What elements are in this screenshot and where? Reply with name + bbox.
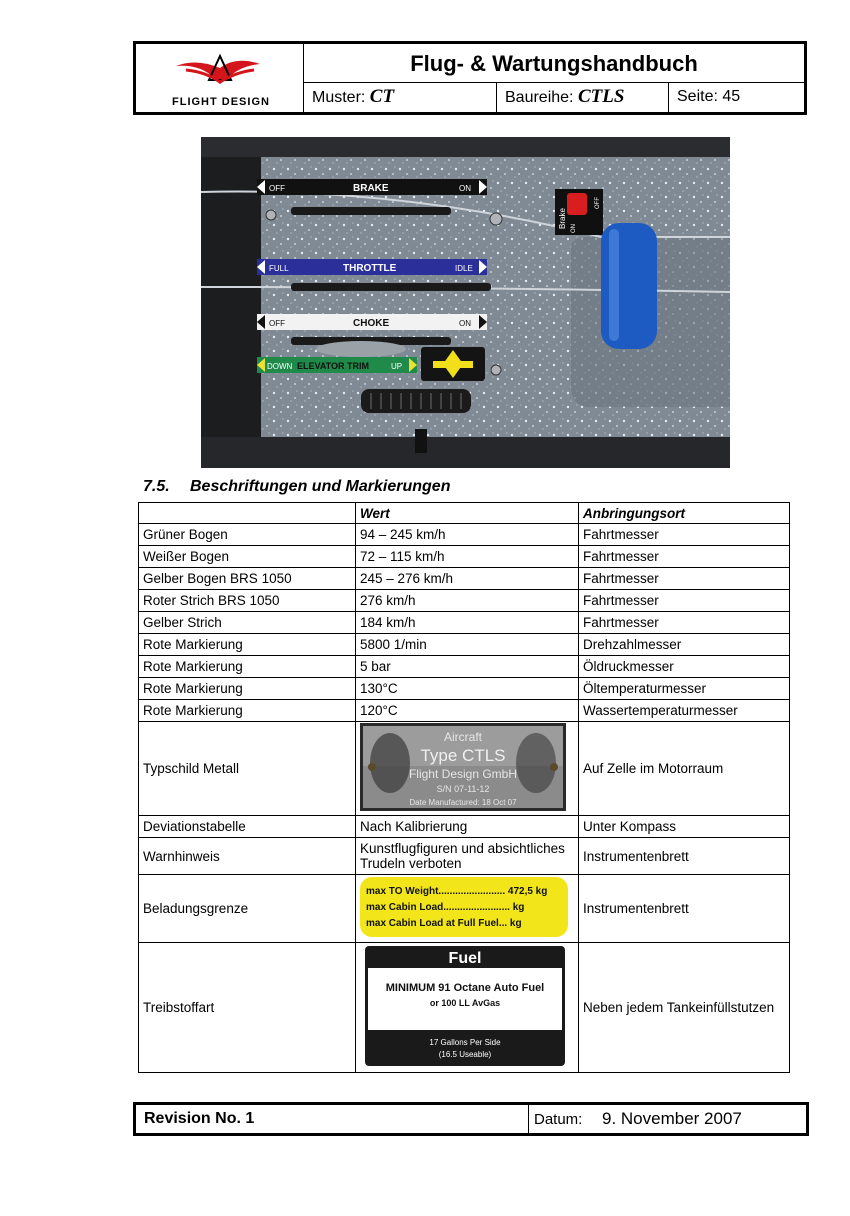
load-line-1: max TO Weight........................ 472,5 kg — [366, 886, 548, 897]
row-value: Kunstflugfiguren und absichtliches Trudeln verboten — [356, 838, 579, 875]
row-value: 120°C — [356, 700, 579, 722]
muster-label: Muster: — [312, 89, 370, 106]
row-label: Rote Markierung — [139, 700, 356, 722]
table-row — [139, 568, 790, 590]
datum-label: Datum: — [534, 1111, 583, 1128]
plate-line-3: Flight Design GmbH — [408, 767, 518, 781]
brake-off-text: OFF — [269, 184, 285, 193]
header-cell-empty — [139, 503, 356, 524]
seite-value: 45 — [722, 88, 741, 105]
row-place: Drehzahlmesser — [579, 634, 790, 656]
page-footer — [133, 1102, 809, 1136]
row-value: 245 – 276 km/h — [356, 568, 579, 590]
row-label: Beladungsgrenze — [139, 875, 356, 943]
fuel-line-3: 17 Gallons Per Side — [429, 1038, 501, 1047]
trim-wheel — [361, 389, 471, 413]
brake-label-strip — [257, 179, 487, 195]
load-label-image — [360, 876, 568, 938]
brake-text: BRAKE — [353, 183, 389, 194]
flight-design-logo — [136, 44, 304, 112]
markings-table — [138, 502, 790, 1073]
seite-label: Seite: — [677, 88, 723, 105]
row-label: Treibstoffart — [139, 943, 356, 1073]
row-label: Gelber Bogen BRS 1050 — [139, 568, 356, 590]
plate-line-4: S/N 07-11-12 — [436, 784, 490, 794]
trim-down-text: DOWN — [267, 362, 293, 371]
row-place: Fahrtmesser — [579, 546, 790, 568]
row-place: Fahrtmesser — [579, 612, 790, 634]
table-row — [139, 656, 790, 678]
table-row-load — [139, 875, 790, 943]
switch-brake-text: Brake — [558, 208, 567, 229]
throttle-label-strip — [257, 259, 487, 275]
section-heading — [143, 478, 450, 496]
row-label: Typschild Metall — [139, 722, 356, 816]
table-row-fuel — [139, 943, 790, 1073]
row-label: Grüner Bogen — [139, 524, 356, 546]
row-value: Nach Kalibrierung — [356, 816, 579, 838]
header-cell-anbringungsort: Anbringungsort — [579, 503, 790, 524]
trim-text: ELEVATOR TRIM — [297, 361, 369, 371]
table-row — [139, 700, 790, 722]
baureihe-cell — [497, 83, 669, 112]
section-number: 7.5. — [143, 478, 170, 495]
logo-text: FLIGHT DESIGN — [172, 96, 270, 108]
row-place: Fahrtmesser — [579, 590, 790, 612]
row-place: Wassertemperaturmesser — [579, 700, 790, 722]
row-place: Fahrtmesser — [579, 524, 790, 546]
plate-line-1: Aircraft — [443, 730, 483, 744]
fuel-placard-image — [360, 944, 566, 1068]
datum-value: 9. November 2007 — [602, 1109, 742, 1128]
typschild-image-cell — [356, 722, 579, 816]
baureihe-value: CTLS — [577, 86, 625, 107]
row-value: 5800 1/min — [356, 634, 579, 656]
brake-on-text: ON — [459, 184, 471, 193]
muster-cell — [304, 83, 497, 112]
load-image-cell — [356, 875, 579, 943]
page-header — [133, 41, 807, 115]
row-label: Rote Markierung — [139, 678, 356, 700]
trim-up-text: UP — [391, 362, 403, 371]
row-place: Instrumentenbrett — [579, 875, 790, 943]
row-label: Warnhinweis — [139, 838, 356, 875]
footer-divider — [528, 1105, 529, 1133]
fuel-image-cell — [356, 943, 579, 1073]
row-label: Weißer Bogen — [139, 546, 356, 568]
load-line-3: max Cabin Load at Full Fuel... kg — [366, 918, 522, 929]
row-place: Neben jedem Tankeinfüllstutzen — [579, 943, 790, 1073]
type-plate-image — [360, 723, 566, 811]
row-value: 72 – 115 km/h — [356, 546, 579, 568]
row-label: Gelber Strich — [139, 612, 356, 634]
header-cell-wert: Wert — [356, 503, 579, 524]
table-header-row — [139, 503, 790, 524]
table-row — [139, 678, 790, 700]
table-row — [139, 524, 790, 546]
table-row — [139, 612, 790, 634]
plate-line-2: Type CTLS — [420, 746, 506, 765]
elevator-trim-strip — [257, 357, 417, 373]
choke-on-text: ON — [459, 319, 471, 328]
choke-off-text: OFF — [269, 319, 285, 328]
row-label: Rote Markierung — [139, 656, 356, 678]
baureihe-label: Baureihe: — [505, 89, 578, 106]
row-value: 130°C — [356, 678, 579, 700]
seite-cell — [669, 83, 804, 112]
section-title: Beschriftungen und Markierungen — [190, 478, 451, 495]
row-label: Rote Markierung — [139, 634, 356, 656]
row-place: Fahrtmesser — [579, 568, 790, 590]
document-title: Flug- & Wartungshandbuch — [304, 44, 804, 83]
fuel-title: Fuel — [448, 950, 482, 967]
switch-off-text: OFF — [595, 197, 601, 209]
choke-text: CHOKE — [353, 318, 390, 329]
throttle-idle-text: IDLE — [455, 264, 473, 273]
row-label: Roter Strich BRS 1050 — [139, 590, 356, 612]
table-row — [139, 634, 790, 656]
table-row-warning — [139, 838, 790, 875]
row-place: Öldruckmesser — [579, 656, 790, 678]
throttle-text: THROTTLE — [343, 263, 397, 274]
fuel-line-4: (16.5 Useable) — [438, 1050, 492, 1059]
row-value: 5 bar — [356, 656, 579, 678]
table-row — [139, 590, 790, 612]
row-value: 94 – 245 km/h — [356, 524, 579, 546]
row-value: 276 km/h — [356, 590, 579, 612]
plate-line-5: Date Manufactured: 18 Oct 07 — [409, 798, 517, 807]
bird-logo-icon — [136, 44, 303, 96]
table-row — [139, 546, 790, 568]
row-place: Unter Kompass — [579, 816, 790, 838]
throttle-full-text: FULL — [269, 264, 289, 273]
row-place: Instrumentenbrett — [579, 838, 790, 875]
muster-value: CT — [369, 86, 395, 107]
control-panel-photo — [201, 137, 730, 468]
choke-label-strip — [257, 314, 487, 330]
load-line-2: max Cabin Load........................ kg — [366, 902, 525, 913]
table-row-typschild — [139, 722, 790, 816]
revision-number: Revision No. 1 — [144, 1110, 255, 1127]
row-place: Auf Zelle im Motorraum — [579, 722, 790, 816]
table-row-deviation — [139, 816, 790, 838]
row-label: Deviationstabelle — [139, 816, 356, 838]
fuel-line-1: MINIMUM 91 Octane Auto Fuel — [385, 982, 545, 994]
row-place: Öltemperaturmesser — [579, 678, 790, 700]
switch-on-text: ON — [571, 224, 577, 233]
brake-switch — [555, 189, 603, 235]
row-value: 184 km/h — [356, 612, 579, 634]
fuel-line-2: or 100 LL AvGas — [429, 998, 501, 1008]
